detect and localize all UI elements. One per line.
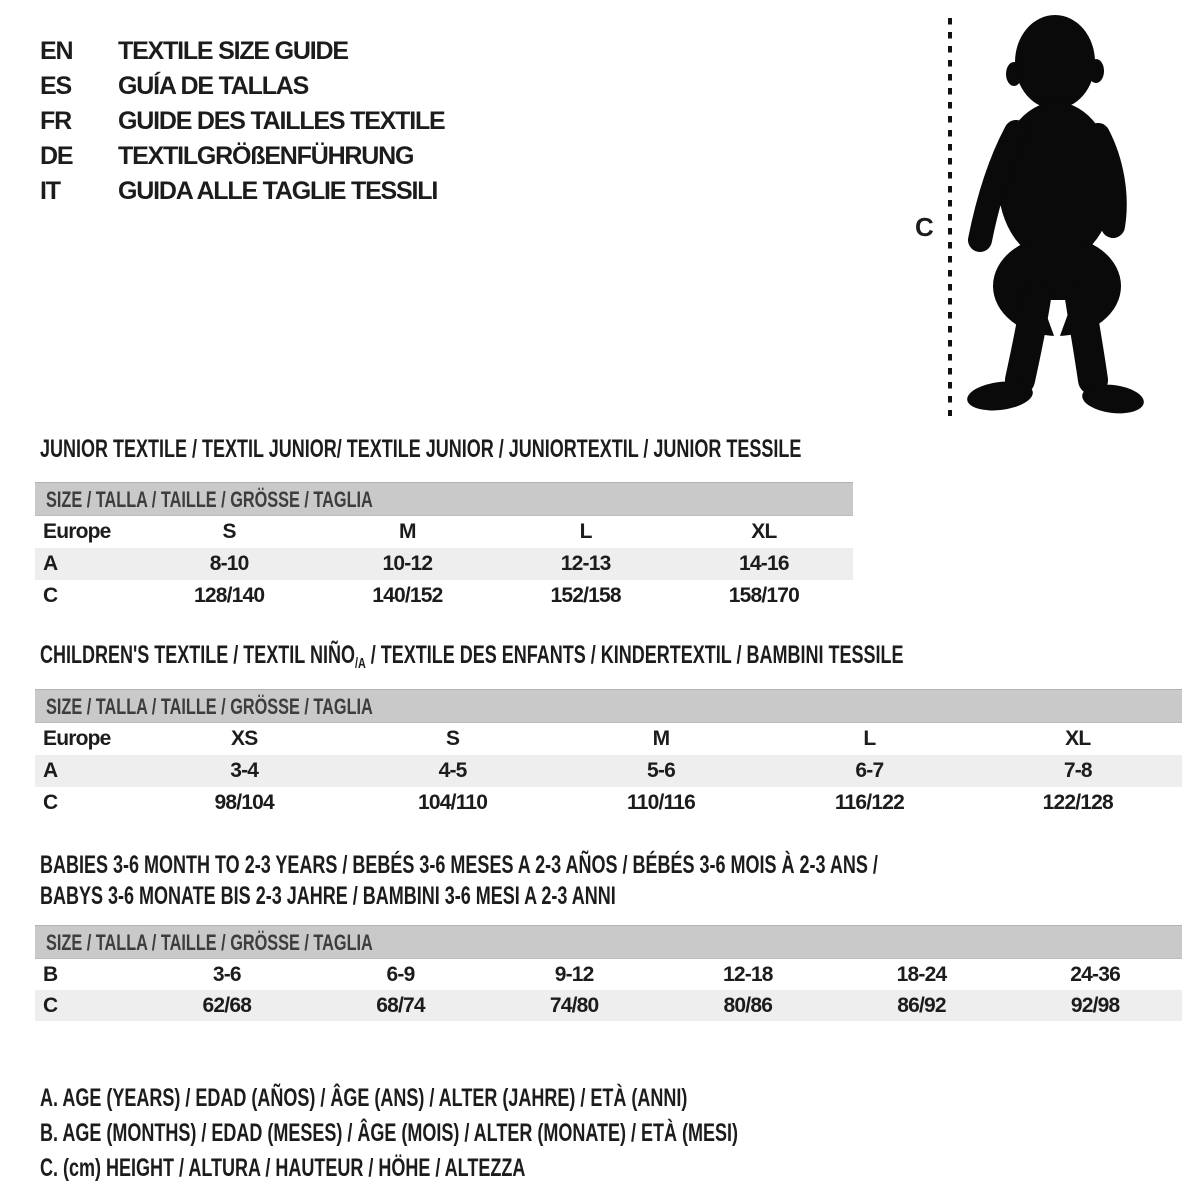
table-cell: 116/122 xyxy=(834,791,904,814)
table-cell: 80/86 xyxy=(723,993,773,1017)
table-cell: 5-6 xyxy=(647,759,675,782)
row-label: B xyxy=(43,962,58,986)
children-heading-suffix: / TEXTILE DES ENFANTS / KINDERTEXTIL / BAMBINI TESSILE xyxy=(365,641,904,669)
babies-size-table xyxy=(35,925,1182,1021)
babies-size-header-bar xyxy=(35,925,1182,959)
table-cell: 122/128 xyxy=(1042,791,1113,814)
junior-size-header-bar xyxy=(35,482,853,516)
table-cell: 98/104 xyxy=(214,791,274,814)
table-cell: 86/92 xyxy=(897,993,946,1017)
language-row-de xyxy=(40,139,445,174)
children-heading-text xyxy=(40,640,903,679)
children-size-table xyxy=(35,689,1182,819)
page-title-fr: GUIDE DES TAILLES TEXTILE xyxy=(118,107,445,135)
page-title-es: GUÍA DE TALLAS xyxy=(118,72,309,100)
table-cell: 24-36 xyxy=(1070,962,1121,986)
table-cell: 140/152 xyxy=(372,584,443,607)
junior-section-heading xyxy=(40,434,1098,465)
children-row-height xyxy=(35,787,1182,819)
legend-line-height-cm xyxy=(40,1151,1009,1186)
table-cell: 12-13 xyxy=(560,552,611,575)
table-cell: 18-24 xyxy=(896,962,947,986)
junior-row-age xyxy=(35,548,853,580)
junior-heading-text: JUNIOR TEXTILE / TEXTIL JUNIOR/ TEXTILE JUNIOR / JUNIORTEXTIL / JUNIOR TESSILE xyxy=(40,435,802,463)
table-cell: XL xyxy=(1065,727,1091,750)
row-label: C xyxy=(43,791,58,814)
children-size-header-bar xyxy=(35,689,1182,723)
language-code: DE xyxy=(40,142,73,170)
height-figure-area xyxy=(900,0,1200,430)
junior-size-table xyxy=(35,482,853,612)
legend-line-age-months xyxy=(40,1116,1009,1151)
language-row-fr xyxy=(40,104,445,139)
table-cell: 3-4 xyxy=(230,759,259,782)
size-header-label: SIZE / TALLA / TAILLE / GRÖSSE / TAGLIA xyxy=(46,694,373,719)
children-heading-sub: /A xyxy=(354,655,366,672)
table-cell: M xyxy=(652,727,670,750)
height-measure-label: C xyxy=(915,212,933,242)
language-row-es xyxy=(40,69,445,104)
legend-line-age-years xyxy=(40,1081,1009,1116)
size-header-label: SIZE / TALLA / TAILLE / GRÖSSE / TAGLIA xyxy=(46,930,373,955)
language-code: IT xyxy=(40,177,60,205)
table-cell: 158/170 xyxy=(728,584,800,607)
babies-section-heading xyxy=(40,850,1200,912)
table-cell: 152/158 xyxy=(550,584,621,607)
table-cell: S xyxy=(445,727,460,750)
table-cell: 128/140 xyxy=(193,584,265,607)
table-cell: L xyxy=(863,727,876,750)
children-row-age xyxy=(35,755,1182,787)
table-cell: 12-18 xyxy=(722,962,773,986)
children-heading-prefix: CHILDREN'S TEXTILE / TEXTIL NIÑO xyxy=(40,641,355,669)
table-cell: 3-6 xyxy=(212,962,241,986)
table-cell: M xyxy=(399,520,416,543)
babies-row-months xyxy=(35,959,1182,990)
language-title-block xyxy=(40,34,445,209)
children-row-europe xyxy=(35,723,1182,755)
table-cell: S xyxy=(222,520,236,543)
language-row-en xyxy=(40,34,445,69)
table-cell: 104/110 xyxy=(418,791,488,814)
page-title: TEXTILE SIZE GUIDE xyxy=(118,37,348,65)
row-label: A xyxy=(43,552,58,575)
row-label: C xyxy=(43,993,58,1017)
table-cell: 9-12 xyxy=(554,962,594,986)
table-cell: 8-10 xyxy=(209,552,249,575)
babies-row-height xyxy=(35,990,1182,1021)
junior-row-europe xyxy=(35,516,853,548)
legend-text: C. (cm) HEIGHT / ALTURA / HAUTEUR / HÖHE / ALTEZZA xyxy=(40,1154,526,1182)
babies-heading-line1: BABIES 3-6 MONTH TO 2-3 YEARS / BEBÉS 3-6 MESES A 2-3 AÑOS / BÉBÉS 3-6 MOIS À 2-3 ANS / xyxy=(40,851,878,879)
table-cell: 4-5 xyxy=(438,759,467,782)
row-label: Europe xyxy=(43,520,111,543)
table-cell: 62/68 xyxy=(202,993,252,1017)
page-title-de: TEXTILGRÖßENFÜHRUNG xyxy=(118,142,414,170)
row-label: A xyxy=(43,759,58,782)
row-label: Europe xyxy=(43,727,111,750)
table-cell: 6-9 xyxy=(386,962,415,986)
language-row-it xyxy=(40,174,445,209)
legend-text: A. AGE (YEARS) / EDAD (AÑOS) / ÂGE (ANS) / ALTER (JAHRE) / ETÀ (ANNI) xyxy=(40,1084,688,1112)
babies-heading-line2: BABYS 3-6 MONATE BIS 2-3 JAHRE / BAMBINI 3-6 MESI A 2-3 ANNI xyxy=(40,882,616,910)
table-cell: 10-12 xyxy=(382,552,433,575)
table-cell: 110/116 xyxy=(626,791,695,814)
language-code: ES xyxy=(40,72,71,100)
page-title-it: GUIDA ALLE TAGLIE TESSILI xyxy=(118,177,438,205)
children-section-heading xyxy=(40,640,1200,679)
table-cell: 6-7 xyxy=(855,759,884,782)
table-cell: L xyxy=(579,520,592,543)
size-header-label: SIZE / TALLA / TAILLE / GRÖSSE / TAGLIA xyxy=(46,487,373,512)
language-code: EN xyxy=(40,37,73,65)
table-cell: XL xyxy=(751,520,777,543)
legend-text: B. AGE (MONTHS) / EDAD (MESES) / ÂGE (MOIS) / ALTER (MONATE) / ETÀ (MESI) xyxy=(40,1119,738,1147)
table-cell: XS xyxy=(230,727,258,750)
junior-row-height xyxy=(35,580,853,612)
row-label: C xyxy=(43,584,58,607)
language-code: FR xyxy=(40,107,71,135)
baby-silhouette-icon xyxy=(900,0,1200,430)
table-cell: 68/74 xyxy=(376,993,425,1017)
measure-legend xyxy=(40,1081,1009,1186)
babies-heading-line1-wrap xyxy=(40,850,1200,881)
babies-heading-line2-wrap xyxy=(40,881,1200,912)
table-cell: 74/80 xyxy=(549,993,599,1017)
table-cell: 7-8 xyxy=(1063,759,1092,782)
table-cell: 14-16 xyxy=(739,552,789,575)
table-cell: 92/98 xyxy=(1070,993,1120,1017)
baby-silhouette-shape xyxy=(966,15,1146,417)
